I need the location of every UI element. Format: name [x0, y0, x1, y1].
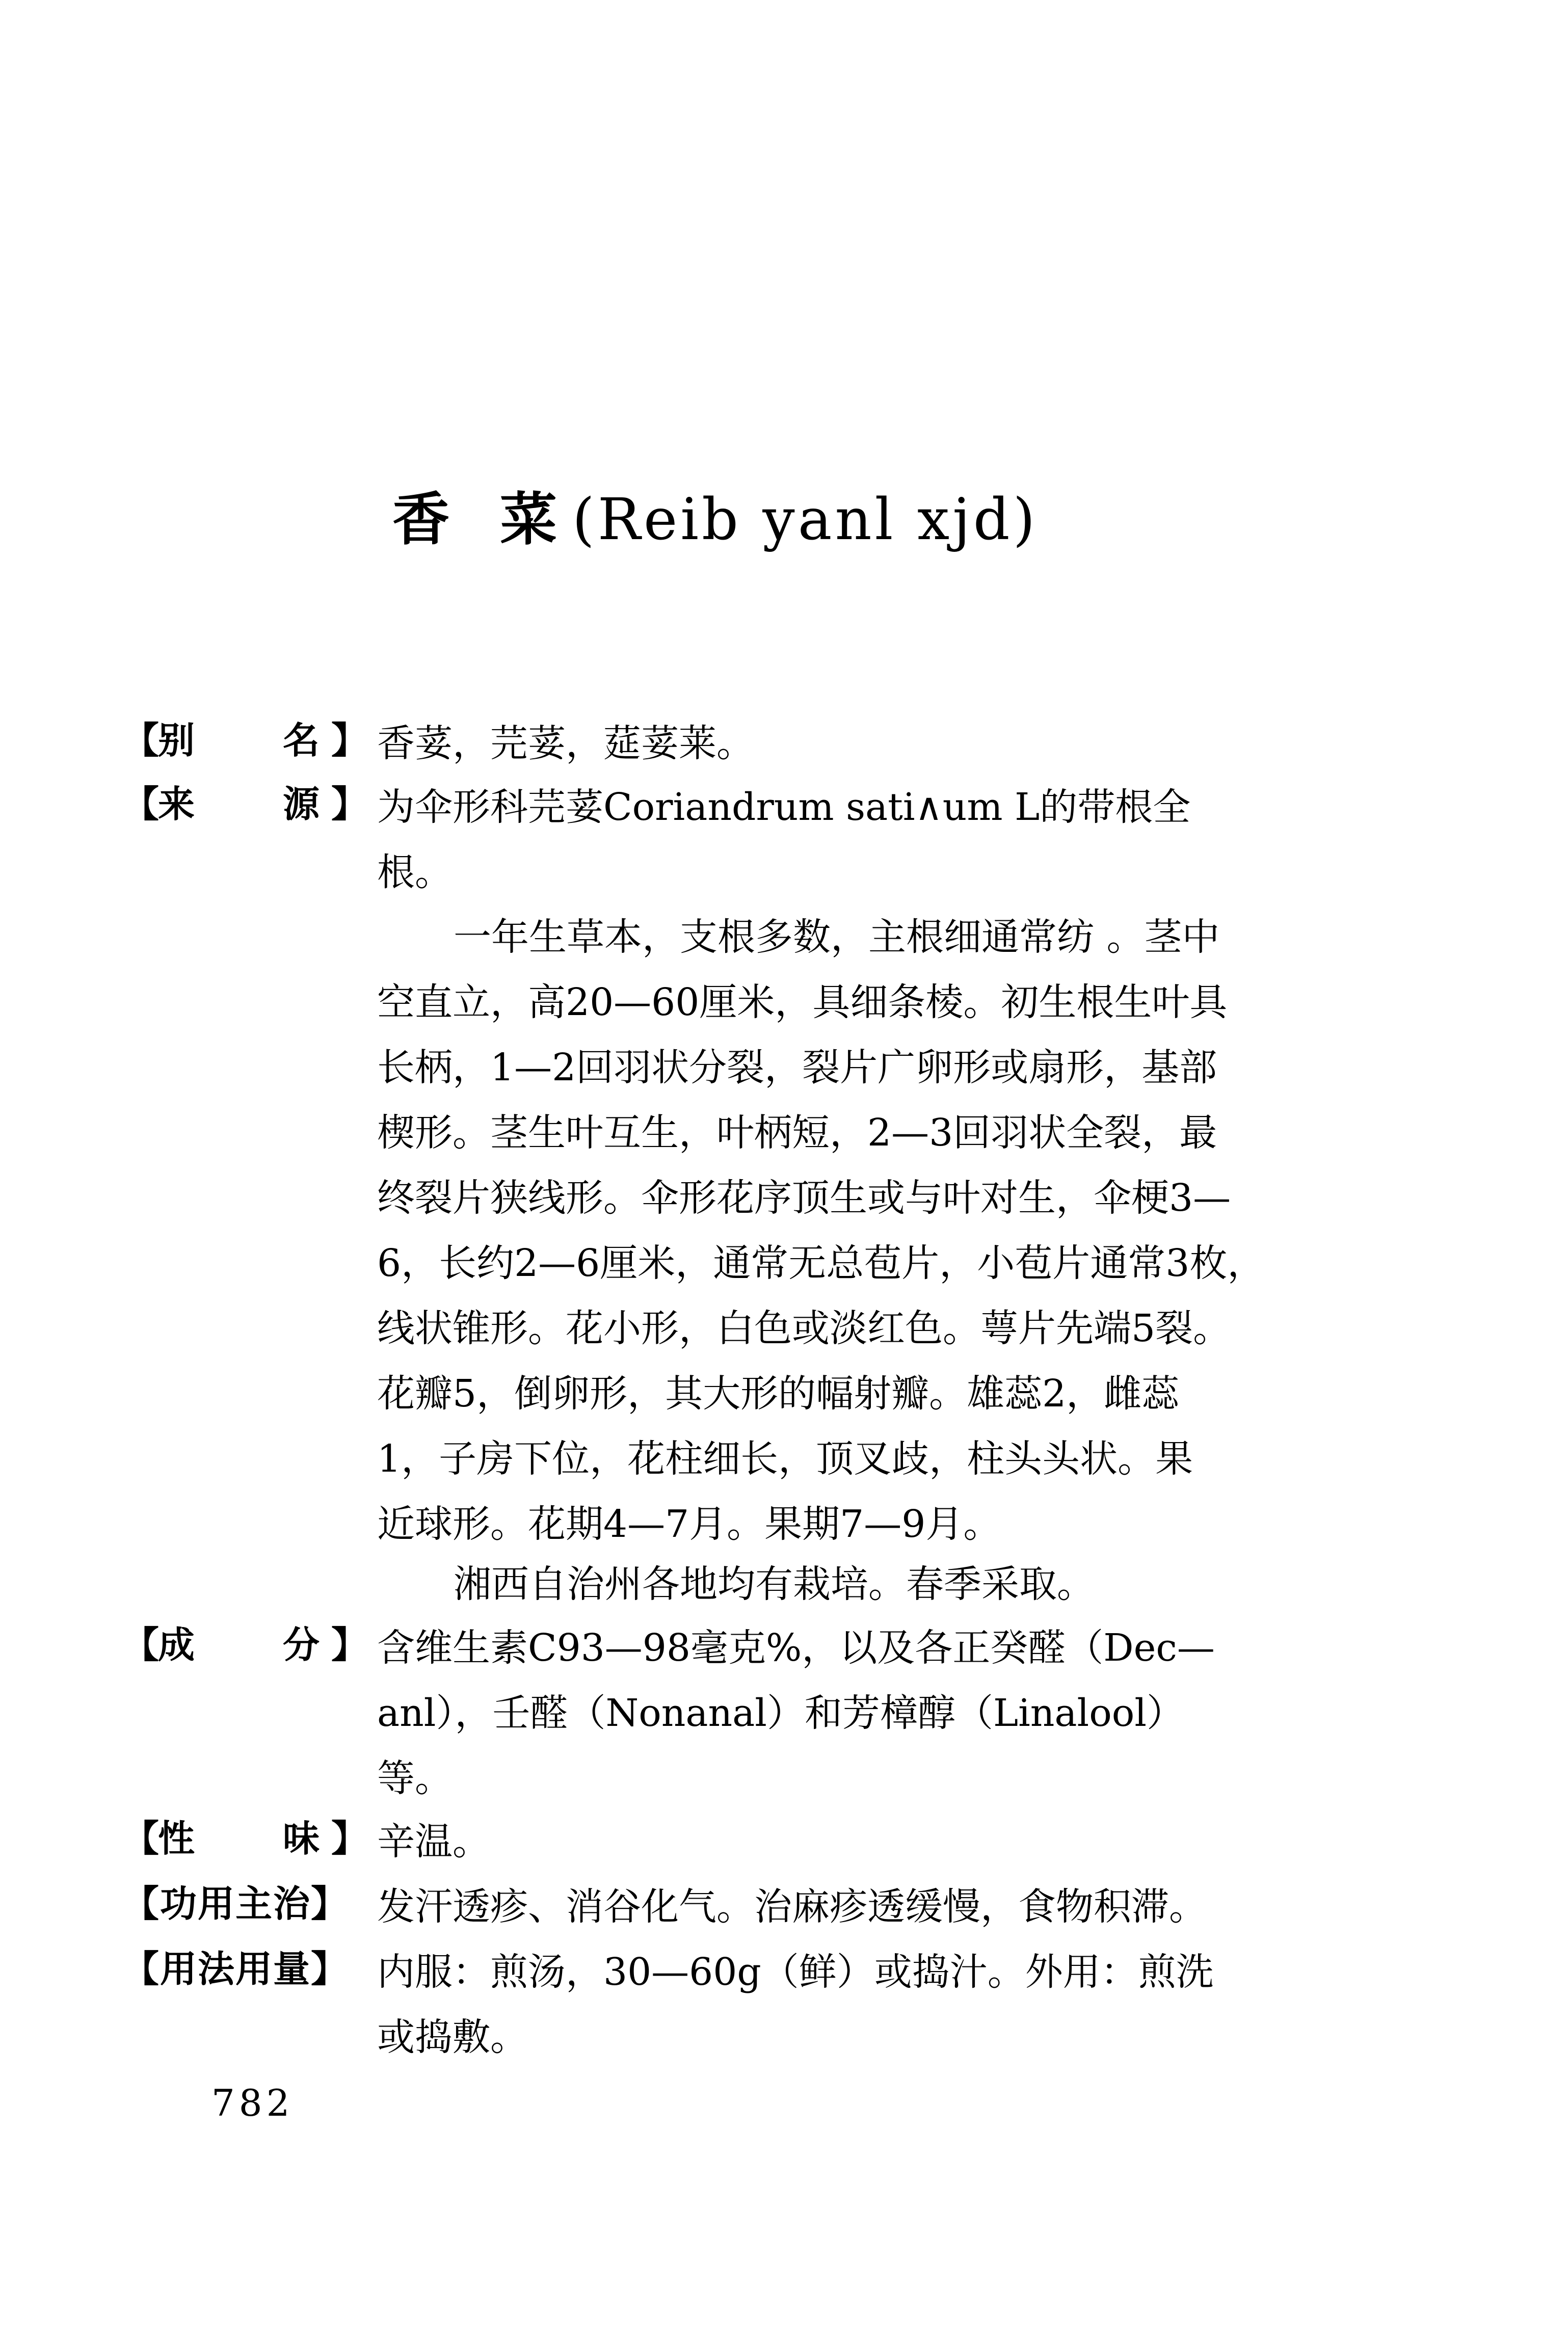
description-line: 楔形。茎生叶互生，叶柄短，2—3回羽状全裂，最 — [377, 1111, 1217, 1155]
description-line: 1，子房下位，花柱细长，顶叉歧，柱头头状。果 — [377, 1437, 1193, 1481]
label-char: 味 — [283, 1817, 320, 1860]
label-char: 分 — [283, 1623, 320, 1666]
alias-label — [122, 711, 377, 776]
source-line: 根。 — [377, 850, 453, 894]
components-text — [377, 1615, 1447, 1811]
page-number: 782 — [211, 2082, 294, 2124]
description-line: 长柄，1—2回羽状分裂，裂片广卵形或扇形，基部 — [377, 1046, 1217, 1089]
description-line: 空直立，高20—60厘米，具细条棱。初生根生叶具 — [377, 980, 1228, 1024]
usage-label — [122, 1939, 377, 2005]
label-char: 性 — [158, 1817, 195, 1860]
title-chinese: 香 菜 — [392, 487, 572, 553]
description-line: 近球形。花期4—7月。果期7—9月。 — [377, 1502, 1001, 1546]
description-line: 终裂片狭线形。伞形花序顶生或与叶对生，伞梗3— — [377, 1176, 1231, 1220]
taste-label — [122, 1809, 377, 1874]
distribution-paragraph — [377, 1552, 1325, 1617]
components-line: 含维生素C93—98毫克%，以及各正癸醛（Dec— — [377, 1626, 1215, 1670]
distribution-line: 湘西自治州各地均有栽培。春季采取。 — [454, 1562, 1095, 1606]
source-label — [122, 775, 377, 840]
label-open-bracket: 【 — [122, 783, 160, 825]
components-label — [122, 1615, 377, 1681]
description-line: 花瓣5，倒卵形，其大形的幅射瓣。雄蕊2，雌蕊 — [377, 1372, 1180, 1416]
entry-title — [392, 484, 1038, 555]
label-close-bracket: 】 — [331, 719, 368, 762]
description-line: 一年生草本，支根多数，主根细通常纺 。茎中 — [454, 915, 1220, 959]
label-close-bracket: 】 — [331, 1817, 368, 1860]
components-line: 等。 — [377, 1756, 453, 1800]
label-close-bracket: 】 — [331, 783, 368, 825]
label-full: 【用法用量】 — [122, 1948, 349, 1990]
description-line: 6，长约2—6厘米，通常无总苞片，小苞片通常3枚， — [377, 1241, 1265, 1285]
usage-line: 或捣敷。 — [377, 2015, 528, 2059]
taste-text: 辛温。 — [377, 1820, 490, 1863]
label-close-bracket: 】 — [331, 1623, 368, 1666]
source-line: 为伞形科芫荽Coriandrum sati∧um L的带根全 — [377, 785, 1191, 829]
usage-line: 内服：煎汤，30—60g（鲜）或捣汁。外用：煎洗 — [377, 1950, 1214, 1994]
alias-text: 香荽，芫荽，莚荽莱。 — [377, 722, 754, 765]
description-line: 线状锥形。花小形，白色或淡红色。萼片先端5裂。 — [377, 1307, 1231, 1350]
function-text: 发汗透疹、消谷化气。治麻疹透缓慢，食物积滞。 — [377, 1885, 1207, 1929]
label-open-bracket: 【 — [122, 1817, 160, 1860]
label-char: 名 — [283, 719, 320, 762]
label-char: 源 — [283, 783, 320, 825]
usage-text — [377, 1939, 1447, 2070]
label-char: 成 — [158, 1623, 195, 1666]
label-open-bracket: 【 — [122, 719, 160, 762]
function-label — [122, 1874, 377, 1939]
label-full: 【功用主治】 — [122, 1882, 349, 1925]
label-char: 别 — [158, 719, 195, 762]
label-open-bracket: 【 — [122, 1623, 160, 1666]
source-text — [377, 775, 1447, 905]
description-paragraph — [377, 904, 1325, 1557]
label-char: 来 — [158, 783, 195, 825]
components-line: anl），壬醛（Nonanal）和芳樟醇（Linalool） — [377, 1691, 1184, 1735]
title-romanization: (Reib yanl xjd) — [572, 487, 1039, 553]
